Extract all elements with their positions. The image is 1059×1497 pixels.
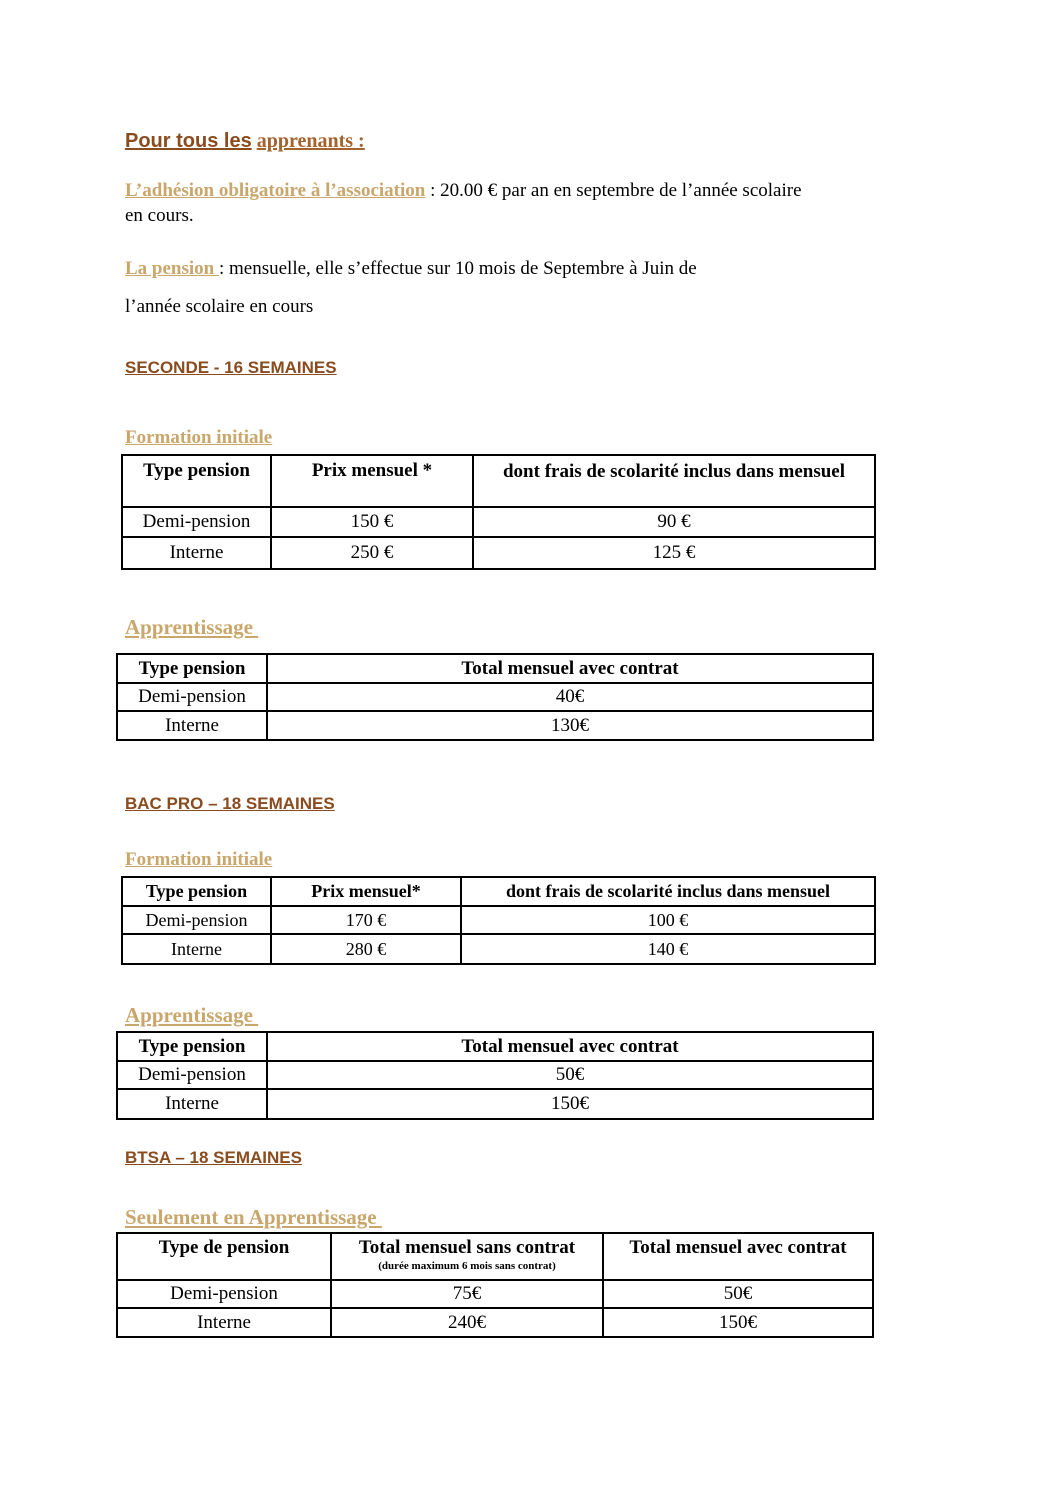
table-row [117,1280,873,1308]
adhesion-label: L’adhésion obligatoire à l’association [125,180,426,201]
table-header-cell [331,1233,603,1280]
table-cell: Interne [122,537,271,569]
bacpro-heading: BAC PRO – 18 SEMAINES [125,794,335,813]
intro-heading-part-a: Pour tous les [125,130,252,152]
table-row [122,906,875,934]
table-cell: Demi-pension [122,906,271,934]
table-cell: 150€ [603,1308,873,1337]
table-cell: 50€ [267,1061,873,1089]
table-header-row [117,1233,873,1280]
table-cell: Demi-pension [122,507,271,537]
table-cell: 140 € [461,934,875,964]
pension-paragraph [125,256,935,281]
adhesion-text-continued: en cours. [125,205,194,226]
adhesion-text: : 20.00 € par an en septembre de l’année scolaire [425,180,802,201]
table-cell: 150€ [267,1089,873,1119]
table-header-cell: Type pension [122,455,271,507]
table-cell: 150 € [271,507,473,537]
table-cell: 100 € [461,906,875,934]
table-header-cell: Type pension [117,1032,267,1061]
table-header-cell: Total mensuel avec contrat [603,1233,873,1280]
table-header-cell: Type de pension [117,1233,331,1280]
table-header-cell: Prix mensuel * [271,455,473,507]
table-cell: Demi-pension [117,1280,331,1308]
table-header-row [117,1032,873,1061]
table-cell: 75€ [331,1280,603,1308]
table-cell: Interne [117,1089,267,1119]
adhesion-paragraph [125,178,935,228]
pension-label: La pension [125,258,219,279]
table-header-text: Total mensuel sans contrat [358,1237,576,1258]
bacpro-apprentissage-table [116,1031,874,1120]
seconde-heading: SECONDE - 16 SEMAINES [125,358,337,377]
seconde-formation-table [121,454,876,570]
pension-text-continued: l’année scolaire en cours [125,296,314,317]
table-row [117,711,873,740]
pension-text: : mensuelle, elle s’effectue sur 10 mois de Septembre à Juin de [218,258,697,279]
table-cell: 50€ [603,1280,873,1308]
table-header-cell: Prix mensuel* [271,877,461,906]
bacpro-apprentissage-label: Apprentissage [125,1003,259,1027]
table-header-cell: Type pension [122,877,271,906]
intro-heading [125,128,365,154]
table-cell: 90 € [473,507,875,537]
table-cell: Demi-pension [117,1061,267,1089]
table-cell: 280 € [271,934,461,964]
seconde-apprentissage-label: Apprentissage [125,615,259,639]
table-header-cell: Total mensuel avec contrat [267,1032,873,1061]
table-cell: 40€ [267,683,873,711]
bacpro-formation-table [121,876,876,965]
table-header-cell: dont frais de scolarité inclus dans mensuel [473,455,875,507]
table-header-row [117,654,873,683]
btsa-heading: BTSA – 18 SEMAINES [125,1148,302,1167]
intro-heading-part-b: apprenants : [256,130,365,152]
table-row [122,507,875,537]
table-cell: 170 € [271,906,461,934]
table-header-cell: Type pension [117,654,267,683]
table-header-row [122,455,875,507]
btsa-table [116,1232,874,1338]
table-cell: 130€ [267,711,873,740]
table-cell: Interne [117,711,267,740]
table-row [117,1308,873,1337]
table-row [122,934,875,964]
table-header-cell: dont frais de scolarité inclus dans mensuel [461,877,875,906]
seconde-formation-label: Formation initiale [125,427,273,448]
table-header-note: (durée maximum 6 mois sans contrat) [378,1260,556,1272]
table-header-row [122,877,875,906]
table-cell: 240€ [331,1308,603,1337]
table-row [117,1061,873,1089]
table-cell: Interne [122,934,271,964]
table-cell: 250 € [271,537,473,569]
bacpro-formation-label: Formation initiale [125,849,273,870]
table-row [122,537,875,569]
table-row [117,683,873,711]
table-cell: Demi-pension [117,683,267,711]
table-row [117,1089,873,1119]
table-cell: 125 € [473,537,875,569]
table-cell: Interne [117,1308,331,1337]
btsa-apprentissage-label: Seulement en Apprentissage [125,1205,382,1229]
table-header-cell: Total mensuel avec contrat [267,654,873,683]
seconde-apprentissage-table [116,653,874,741]
